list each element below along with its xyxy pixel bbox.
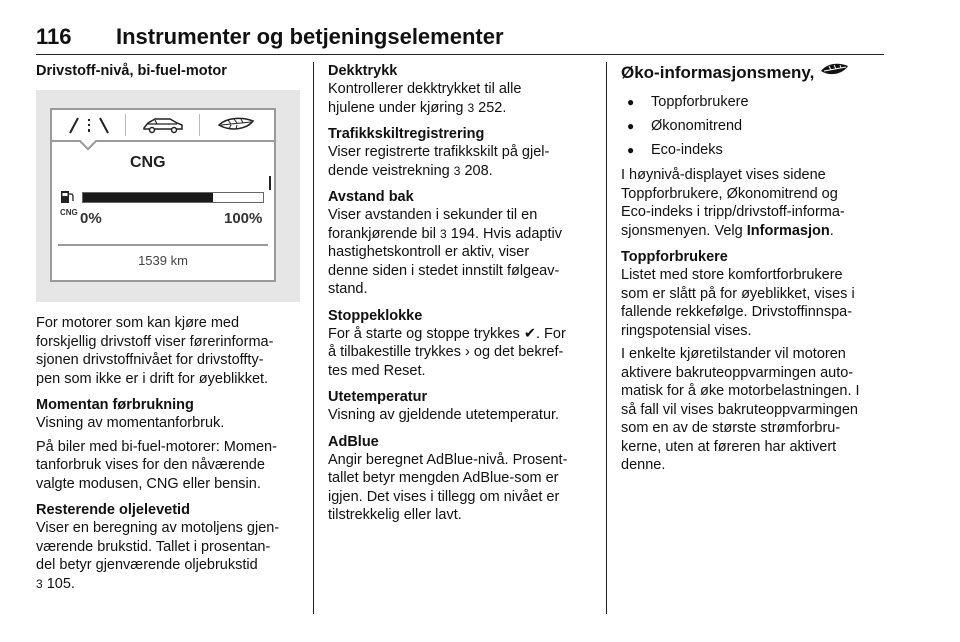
fuel-level-bar [82,192,264,203]
page-reference[interactable]: 208. [464,162,493,179]
section-heading: Resterende oljelevetid [36,502,190,518]
section-heading: Avstand bak [328,189,414,205]
chevron-right-icon: › [465,344,470,360]
column-divider [606,62,607,614]
page-number: 116 [36,24,72,49]
odometer-reading: 1539 km [138,253,188,268]
paragraph: Viser en beregning av motoljens gjen- værende brukstid. Tallet i prosentan- del betyr gjenværende oljebrukstid 3 105. [36,520,280,592]
list-item: ● Toppforbrukere [627,94,749,110]
paragraph: Listet med store komfortforbrukere som er slått på for øyeblikket, vises i fallende rekkefølge. Drivstoffinnspa- ringspotensial vises. [621,267,855,339]
section-heading: Utetemperatur [328,389,428,405]
paragraph: Visning av momentanforbruk. [36,415,225,431]
scroll-indicator [269,176,271,190]
section-heading: Drivstoff-nivå, bi-fuel-motor [36,63,227,79]
column-middle [328,62,592,525]
paragraph: I høynivå-displayet vises sidene Toppforbrukere, Økonomitrend og Eco-indeks i tripp/drivstoff-informa- sjonsmenyen. Velg Informasjon. [621,167,845,239]
display-figure [36,90,300,302]
header-rule [36,54,884,55]
leaf-icon [820,62,850,84]
section-heading: Stoppeklokke [328,307,423,324]
section-heading: Toppforbrukere [621,249,728,265]
paragraph: I enkelte kjøretilstander vil motoren aktivere bakruteoppvarmingen auto- matisk for å øke motorbelastningen. I så fall vil vises bakruteoppvarmingen som en av de største strømforbru- kerne, uten at føreren har aktivert denne. [621,346,860,473]
fuel-level-fill [83,193,213,202]
paragraph: Angir beregnet AdBlue-nivå. Prosent- tallet betyr mengden AdBlue-som er igjen. Det vises i tillegg om nivået er tilstrekkelig eller lavt. [328,451,568,523]
page-title: Instrumenter og betjeningselementer [116,24,504,49]
paragraph: Viser registrerte trafikkskilt på gjel- dende veistrekning 3 208. [328,144,550,179]
trip-icon [54,114,124,136]
section-heading: Trafikkskiltregistrering [328,126,485,142]
page-header [36,24,884,52]
paragraph: For å starte og stoppe trykkes ✔. For å tilbakestille trykkes › og det bekref- tes med Reset. [328,325,566,379]
paragraph: På biler med bi-fuel-motorer: Momen- tanforbruk vises for den nåværende valgte modusen, CNG eller bensin. [36,438,277,492]
odometer-divider [58,244,268,246]
list-item: ● Økonomitrend [627,118,743,134]
checkmark-icon: ✔ [523,325,536,342]
xref-icon[interactable]: 3 [36,576,43,591]
column-right [621,62,885,475]
paragraph: Visning av gjeldende utetemperatur. [328,407,560,423]
paragraph: For motorer som kan kjøre med forskjellig drivstoff viser førerinforma- sjonen drivstoffnivået for drivstoffty- pen som ikke er i drift for øyeblikket. [36,315,274,387]
fuel-type-label: CNG [130,154,166,171]
page-reference[interactable]: 252. [478,99,507,116]
column-divider [313,62,314,614]
section-heading: Momentan førbrukning [36,397,194,413]
section-title: Øko-informasjonsmeny, [621,62,885,84]
section-heading: Dekktrykk [328,63,398,79]
info-display [50,108,276,282]
fuel-icon-label: CNG [60,208,78,217]
xref-icon[interactable]: 3 [440,226,447,241]
paragraph: Viser avstanden i sekunder til en forankjørende bil 3 194. Hvis adaptiv hastighetskontroll er aktiv, viser denne siden i stedet innstilt følgeav- stand. [328,207,562,297]
fuel-pump-icon [60,188,76,209]
tab-separator [199,114,200,136]
leaf-icon [202,114,272,136]
column-left [36,62,300,593]
xref-icon[interactable]: 3 [467,100,475,115]
page-reference[interactable]: 194. Hvis adaptiv [450,225,562,242]
fuel-max-label: 100% [224,210,263,227]
list-item: ● Eco-indeks [627,142,723,158]
bullet-list [621,90,885,162]
xref-icon[interactable]: 3 [453,163,461,178]
car-icon [128,114,198,136]
tab-separator [125,114,126,136]
page-reference[interactable]: 105. [46,575,75,592]
paragraph: Kontrollerer dekktrykket til alle hjulene under kjøring 3 252. [328,81,522,116]
section-heading: AdBlue [328,433,379,450]
fuel-min-label: 0% [80,210,102,227]
